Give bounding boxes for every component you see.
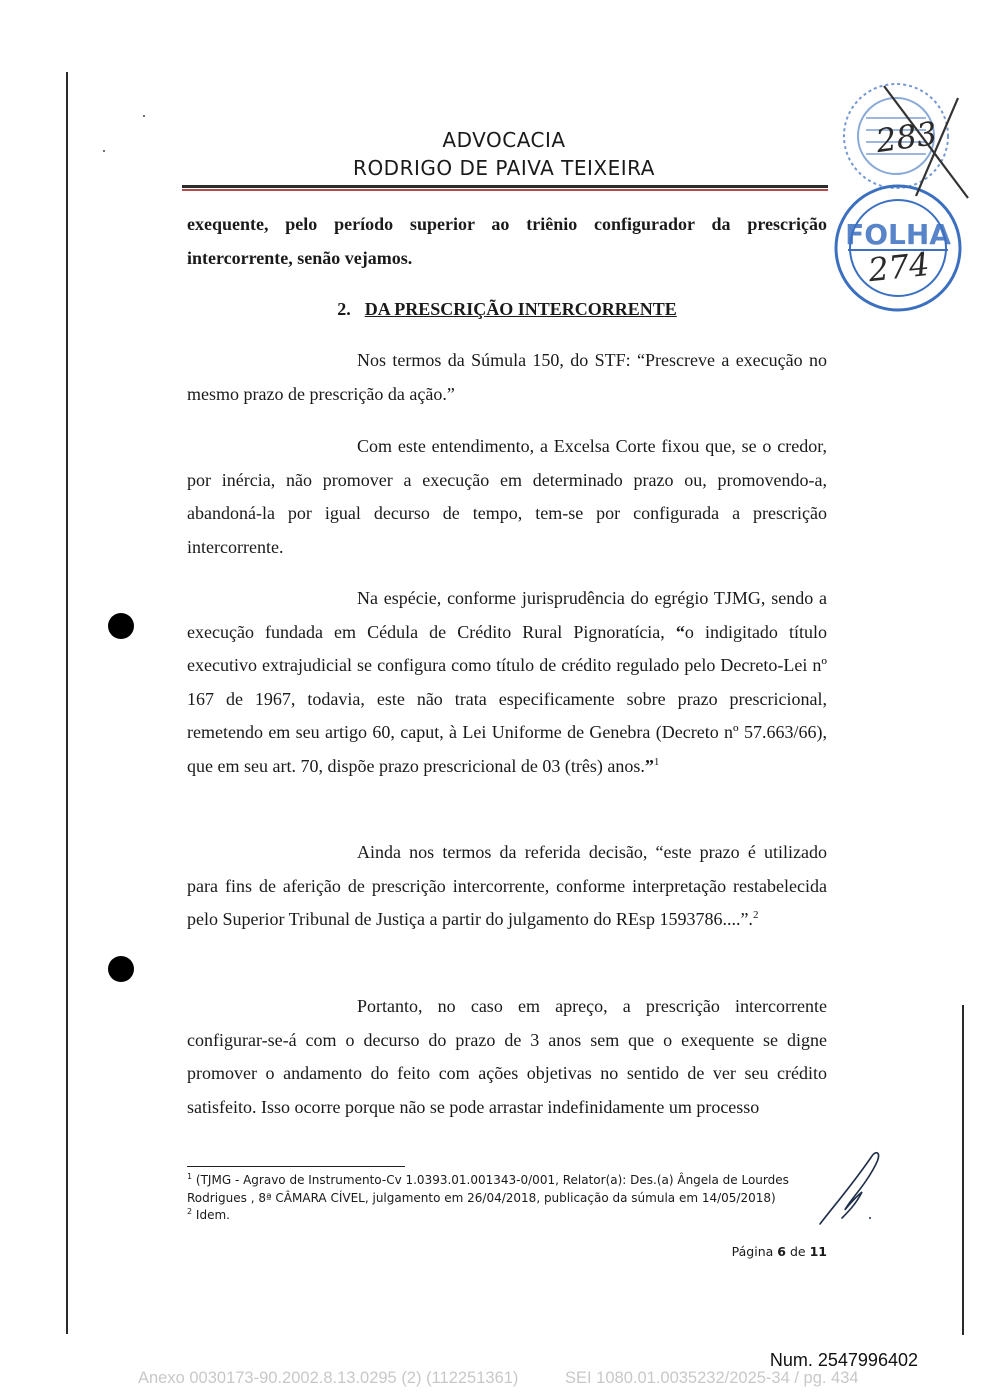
stamp-label: FOLHA — [845, 218, 951, 251]
stamp-number-lower: 274 — [866, 244, 932, 290]
paragraph-sumula-150: Nos termos da Súmula 150, do STF: “Prescreve a execução no mesmo prazo de prescrição da ação.” — [187, 350, 827, 404]
paragraph-ainda-text: Ainda nos termos da referida decisão, “este prazo é utilizado para fins de aferição de prescrição intercorrente, conforme interpretação restabelecida pelo Superior Tribunal de Justiça a partir do julgamento do REsp 1593786....”. — [187, 842, 827, 929]
footnote-2 — [187, 1207, 827, 1225]
section-heading — [187, 294, 827, 324]
footer-anexo: Anexo 0030173-90.2002.8.13.0295 (2) (112251361) — [138, 1369, 519, 1387]
footnote-ref-1: 1 — [653, 755, 660, 768]
page-label: Página — [731, 1244, 774, 1259]
letterhead-title: ADVOCACIA — [442, 128, 566, 152]
scan-speck — [103, 150, 105, 152]
page-number — [700, 1244, 827, 1259]
footer-sei: SEI 1080.01.0035232/2025-34 / pg. 434 — [565, 1369, 859, 1387]
punch-hole-upper — [108, 613, 134, 639]
footnote-2-marker: 2 — [187, 1207, 193, 1216]
page-current: 6 — [777, 1244, 786, 1259]
scan-speck — [143, 115, 145, 117]
folha-stamp — [808, 78, 980, 316]
footnote-1 — [187, 1172, 827, 1207]
header-rule-red — [182, 189, 828, 191]
paragraph-portanto: Portanto, no caso em apreço, a prescrição intercorrente configurar-se-á com o decurso do prazo de 3 anos sem que o exequente se digne promover o andamento do feito com ações objetivas no sentido de ver seu crédito satisfeito. Isso ocorre porque não se pode arrastar indefinidamente um processo — [187, 996, 827, 1117]
punch-hole-lower — [108, 956, 134, 982]
header-rule-dark — [182, 185, 828, 188]
letterhead — [180, 125, 828, 183]
scan-edge-right — [962, 1005, 964, 1335]
section-number: 2. — [337, 299, 351, 319]
stamp-number-upper: 283 — [873, 114, 940, 161]
footnote-2-text: Idem. — [195, 1208, 230, 1222]
paragraph-tjmg-intro: Na espécie, conforme jurisprudência do egrégio TJMG, sendo a execução fundada em Cédula de Crédito Rural Pignoratícia, — [187, 588, 827, 642]
page-sep: de — [789, 1244, 806, 1259]
letterhead-name: RODRIGO DE PAIVA TEIXEIRA — [353, 156, 655, 180]
paragraph-excelsa-corte: Com este entendimento, a Excelsa Corte fixou que, se o credor, por inércia, não promover a execução em determinado prazo ou, promovendo-a, abandoná-la por igual decurso de tempo, tem-se por configurada a prescrição intercorrente. — [187, 436, 827, 557]
signature — [812, 1148, 892, 1230]
paragraph-tjmg-quote: o indigitado título executivo extrajudicial se configura como título de crédito regulado pelo Decreto-Lei nº 167 de 1967, todavia, este não trata especificamente sobre prazo prescricional, remetendo em seu artigo 60, caput, à Lei Uniforme de Genebra (Decreto nº 57.663/66), que em seu art. 70, dispõe prazo prescricional de 03 (três) anos. — [187, 621, 828, 776]
document-number: Num. 2547996402 — [769, 1350, 918, 1370]
footnote-1-marker: 1 — [187, 1172, 193, 1181]
scan-edge-left — [66, 72, 68, 1334]
footer-stamp — [0, 1369, 999, 1393]
paragraph-ainda — [187, 836, 827, 937]
intro-paragraph: exequente, pelo período superior ao triênio configurador da prescrição intercorrente, senão vejamos. — [187, 214, 827, 268]
footnote-ref-2: 2 — [752, 909, 759, 921]
page-total: 11 — [809, 1244, 827, 1259]
close-quote: ” — [644, 755, 654, 776]
open-quote: “ — [675, 621, 685, 642]
footnote-1-text: (TJMG - Agravo de Instrumento-Cv 1.0393.01.001343-0/001, Relator(a): Des.(a) Ângela de Lourdes Rodrigues , 8ª CÂMARA CÍVEL, julgamento em 26/04/2018, publicação da súmula em 14/05/2018) — [187, 1173, 789, 1205]
section-title: DA PRESCRIÇÃO INTERCORRENTE — [364, 299, 677, 319]
footnote-separator — [187, 1166, 405, 1167]
paragraph-tjmg — [187, 582, 827, 783]
footnotes — [187, 1172, 827, 1225]
